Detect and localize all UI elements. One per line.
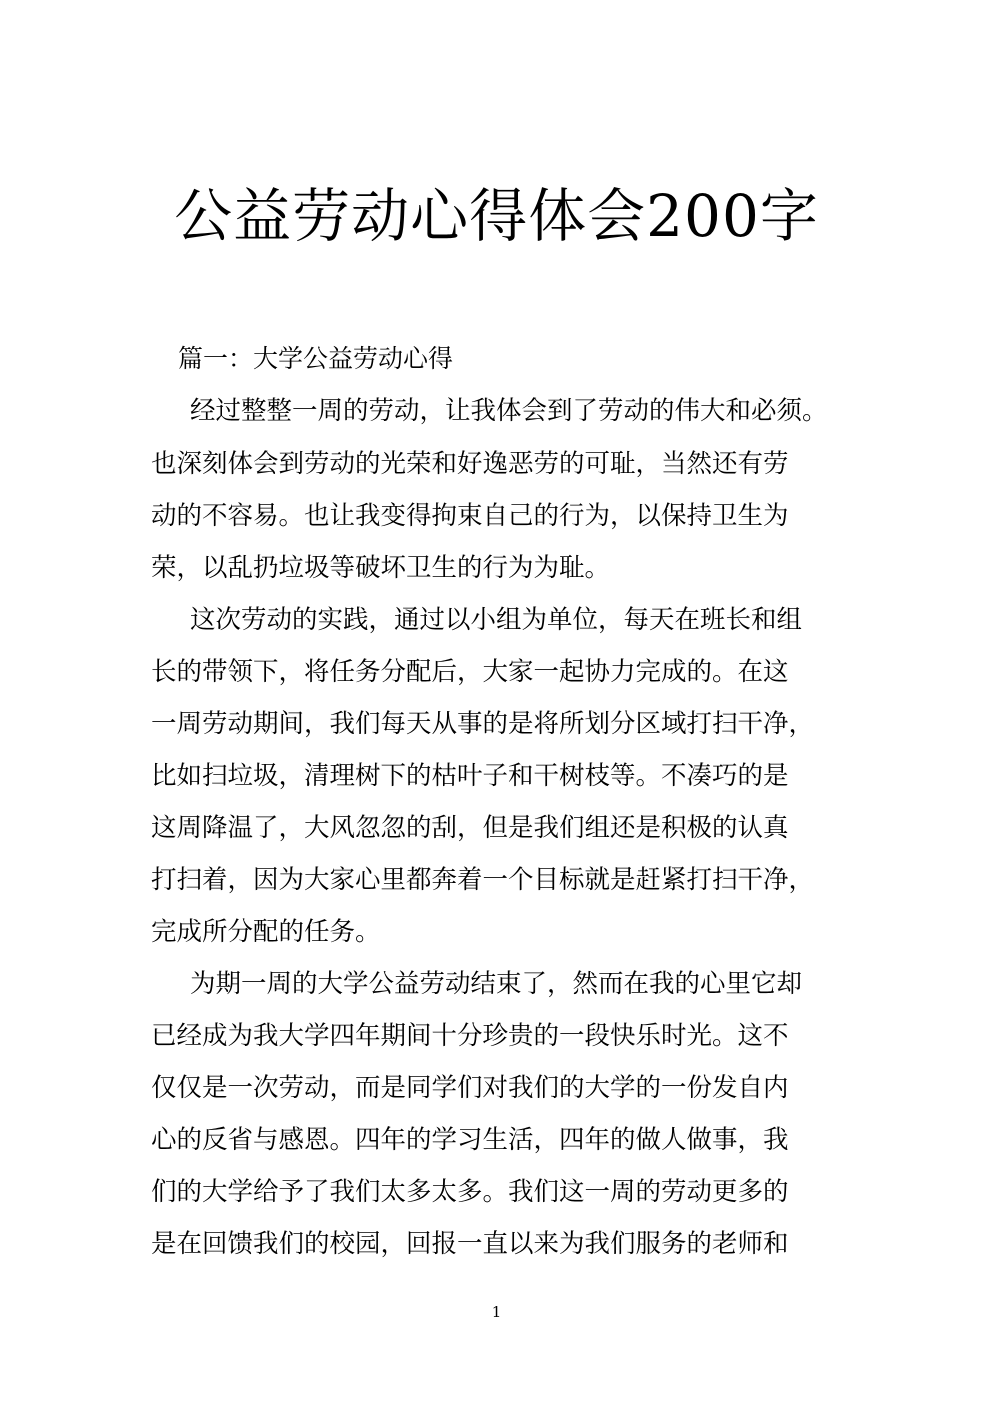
paragraph-line: 打扫着，因为大家心里都奔着一个目标就是赶紧打扫干净， — [151, 865, 815, 895]
paragraph-line: 荣，以乱扔垃圾等破坏卫生的行为为耻。 — [151, 553, 611, 583]
page-number: 1 — [491, 1303, 502, 1321]
paragraph-line: 是在回馈我们的校园，回报一直以来为我们服务的老师和 — [151, 1229, 789, 1259]
paragraph-line: 心的反省与感恩。四年的学习生活，四年的做人做事，我 — [151, 1125, 789, 1155]
paragraph-line: 经过整整一周的劳动，让我体会到了劳动的伟大和必须。 — [190, 396, 828, 426]
paragraph-line: 长的带领下，将任务分配后，大家一起协力完成的。在这 — [151, 657, 789, 687]
paragraph-line: 动的不容易。也让我变得拘束自己的行为，以保持卫生为 — [151, 501, 789, 531]
document-title: 公益劳动心得体会200字 — [174, 182, 819, 250]
paragraph-line: 也深刻体会到劳动的光荣和好逸恶劳的可耻，当然还有劳 — [151, 449, 789, 479]
paragraph-line: 们的大学给予了我们太多太多。我们这一周的劳动更多的 — [151, 1177, 789, 1207]
paragraph-line: 已经成为我大学四年期间十分珍贵的一段快乐时光。这不 — [151, 1021, 789, 1051]
paragraph-line: 完成所分配的任务。 — [151, 917, 381, 947]
paragraph-line: 比如扫垃圾，清理树下的枯叶子和干树枝等。不凑巧的是 — [151, 761, 789, 791]
paragraph-line: 一周劳动期间，我们每天从事的是将所划分区域打扫干净， — [151, 709, 815, 739]
paragraph-line: 仅仅是一次劳动，而是同学们对我们的大学的一份发自内 — [151, 1073, 789, 1103]
paragraph-line: 这次劳动的实践，通过以小组为单位，每天在班长和组 — [190, 605, 803, 635]
paragraph-line: 这周降温了，大风忽忽的刮，但是我们组还是积极的认真 — [151, 813, 789, 843]
section-heading: 篇一：大学公益劳动心得 — [178, 344, 454, 373]
paragraph-line: 为期一周的大学公益劳动结束了，然而在我的心里它却 — [190, 969, 803, 999]
